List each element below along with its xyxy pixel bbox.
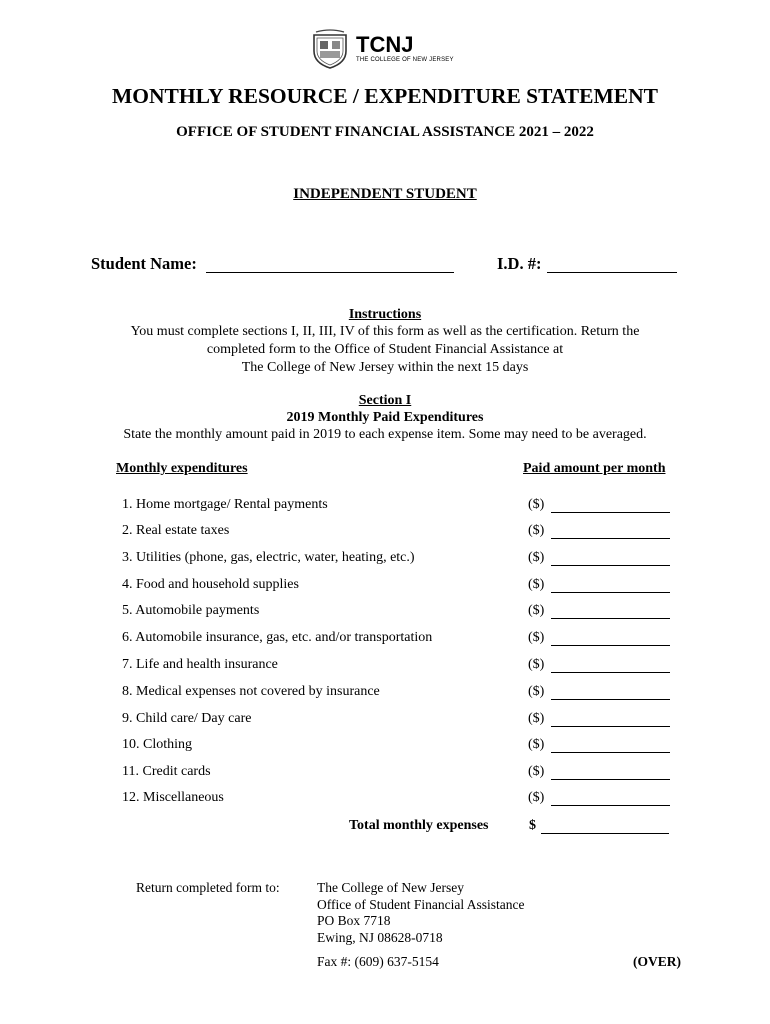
expense-row xyxy=(0,790,770,812)
expense-label: 9. Child care/ Day care xyxy=(122,711,252,726)
expense-label: 3. Utilities (phone, gas, electric, water, heating, etc.) xyxy=(122,550,415,565)
amount-field[interactable] xyxy=(551,538,670,539)
total-amount-field[interactable] xyxy=(541,817,669,834)
expense-label: 11. Credit cards xyxy=(122,764,211,779)
amount-field[interactable] xyxy=(551,618,670,619)
total-currency-prefix: $ xyxy=(529,818,536,833)
currency-prefix: ($) xyxy=(528,764,545,779)
instructions-heading: Instructions xyxy=(348,307,422,322)
expense-row xyxy=(0,657,770,679)
section-heading: Section I xyxy=(358,393,412,408)
student-name-field[interactable] xyxy=(206,254,454,273)
instructions-line: completed form to the Office of Student Financial Assistance at xyxy=(206,342,564,357)
section-subheading: 2019 Monthly Paid Expenditures xyxy=(286,410,484,425)
expense-label: 8. Medical expenses not covered by insurance xyxy=(122,684,380,699)
expense-row xyxy=(0,764,770,786)
currency-prefix: ($) xyxy=(528,497,545,512)
expense-row xyxy=(0,630,770,652)
expense-label: 4. Food and household supplies xyxy=(122,577,299,592)
expense-row xyxy=(0,577,770,599)
amount-field[interactable] xyxy=(551,645,670,646)
over-indicator: (OVER) xyxy=(633,954,681,969)
currency-prefix: ($) xyxy=(528,711,545,726)
tcnj-logo xyxy=(308,29,478,71)
currency-prefix: ($) xyxy=(528,657,545,672)
currency-prefix: ($) xyxy=(528,577,545,592)
column-header-expenditures: Monthly expenditures xyxy=(116,461,248,476)
expense-label: 1. Home mortgage/ Rental payments xyxy=(122,497,328,512)
logo-tagline: THE COLLEGE OF NEW JERSEY xyxy=(356,57,454,63)
expense-row xyxy=(0,523,770,545)
logo-wordmark: TCNJ xyxy=(356,32,414,57)
fax-number: Fax #: (609) 637-5154 xyxy=(317,954,439,969)
expense-label: 7. Life and health insurance xyxy=(122,657,278,672)
office-subtitle: OFFICE OF STUDENT FINANCIAL ASSISTANCE 2021 – 2022 xyxy=(176,124,594,140)
expense-row xyxy=(0,711,770,733)
expense-row xyxy=(0,684,770,706)
amount-field[interactable] xyxy=(551,805,670,806)
expense-row xyxy=(0,737,770,759)
amount-field[interactable] xyxy=(551,565,670,566)
amount-field[interactable] xyxy=(551,752,670,753)
currency-prefix: ($) xyxy=(528,684,545,699)
currency-prefix: ($) xyxy=(528,523,545,538)
expense-row xyxy=(0,550,770,572)
address-line: The College of New Jersey xyxy=(317,880,464,895)
expense-row xyxy=(0,603,770,625)
amount-field[interactable] xyxy=(551,672,670,673)
page-title: MONTHLY RESOURCE / EXPENDITURE STATEMENT xyxy=(112,84,658,108)
student-id-label: I.D. #: xyxy=(497,254,542,273)
student-id-field[interactable] xyxy=(547,254,677,273)
expense-row xyxy=(0,497,770,519)
expense-label: 2. Real estate taxes xyxy=(122,523,230,538)
currency-prefix: ($) xyxy=(528,737,545,752)
currency-prefix: ($) xyxy=(528,790,545,805)
currency-prefix: ($) xyxy=(528,550,545,565)
amount-field[interactable] xyxy=(551,512,670,513)
total-label: Total monthly expenses xyxy=(349,818,489,833)
instructions-line: The College of New Jersey within the next 15 days xyxy=(241,360,529,375)
expense-label: 5. Automobile payments xyxy=(122,603,260,618)
amount-field[interactable] xyxy=(551,779,670,780)
amount-field[interactable] xyxy=(551,726,670,727)
expense-label: 6. Automobile insurance, gas, etc. and/or transportation xyxy=(122,630,433,645)
student-name-label: Student Name: xyxy=(91,254,197,273)
address-line: Ewing, NJ 08628-0718 xyxy=(317,930,443,945)
student-type-heading: INDEPENDENT STUDENT xyxy=(293,186,477,202)
address-line: PO Box 7718 xyxy=(317,913,391,928)
currency-prefix: ($) xyxy=(528,603,545,618)
address-line: Office of Student Financial Assistance xyxy=(317,897,525,912)
amount-field[interactable] xyxy=(551,592,670,593)
return-label: Return completed form to: xyxy=(136,880,280,895)
column-header-amount: Paid amount per month xyxy=(523,461,666,476)
amount-field[interactable] xyxy=(551,699,670,700)
college-seal-icon xyxy=(308,29,352,69)
expense-label: 10. Clothing xyxy=(122,737,193,752)
currency-prefix: ($) xyxy=(528,630,545,645)
section-description: State the monthly amount paid in 2019 to each expense item. Some may need to be averaged. xyxy=(123,427,647,442)
expense-label: 12. Miscellaneous xyxy=(122,790,224,805)
instructions-line: You must complete sections I, II, III, IV of this form as well as the certification. Return the xyxy=(130,324,640,339)
